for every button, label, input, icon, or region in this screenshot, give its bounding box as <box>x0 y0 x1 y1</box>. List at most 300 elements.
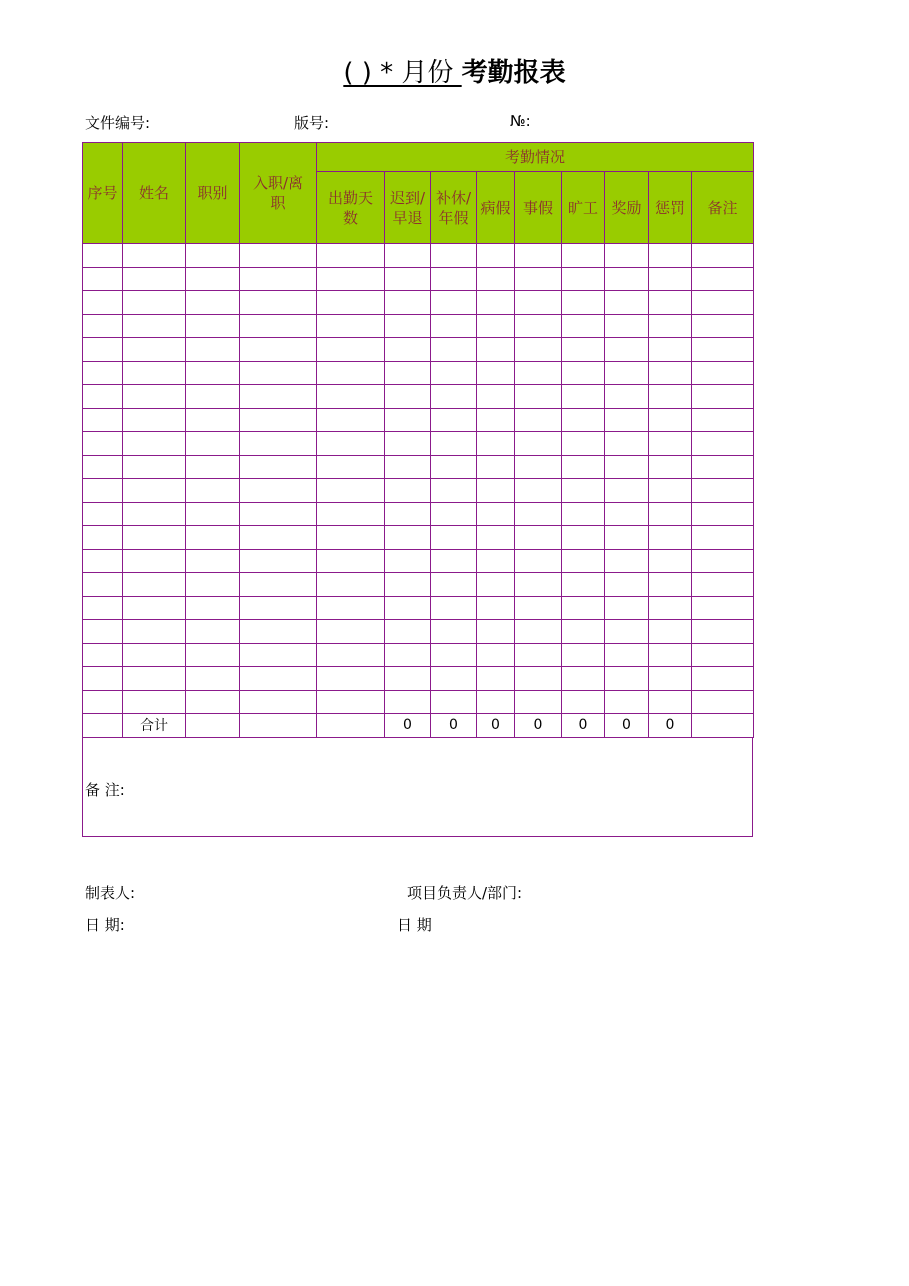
table-cell[interactable] <box>605 385 649 409</box>
table-cell[interactable] <box>477 314 515 338</box>
table-cell[interactable] <box>123 291 186 315</box>
table-cell[interactable] <box>649 573 692 597</box>
table-cell[interactable] <box>431 667 477 691</box>
table-cell[interactable] <box>186 244 240 268</box>
table-cell[interactable] <box>477 479 515 503</box>
table-cell[interactable] <box>515 690 562 714</box>
table-cell[interactable] <box>123 385 186 409</box>
table-cell[interactable] <box>649 455 692 479</box>
table-cell[interactable] <box>186 291 240 315</box>
table-cell[interactable] <box>123 667 186 691</box>
table-cell[interactable] <box>186 267 240 291</box>
table-cell[interactable] <box>240 526 317 550</box>
table-cell[interactable] <box>186 455 240 479</box>
table-cell[interactable] <box>605 502 649 526</box>
table-cell[interactable] <box>431 361 477 385</box>
table-cell[interactable] <box>431 432 477 456</box>
table-cell[interactable] <box>477 408 515 432</box>
table-cell[interactable] <box>186 667 240 691</box>
table-cell[interactable] <box>477 455 515 479</box>
table-cell[interactable] <box>562 338 605 362</box>
table-cell[interactable] <box>317 479 385 503</box>
total-row <box>83 714 754 738</box>
table-cell[interactable] <box>562 526 605 550</box>
table-cell[interactable] <box>123 267 186 291</box>
table-cell[interactable] <box>692 291 754 315</box>
table-cell[interactable] <box>562 549 605 573</box>
table-cell[interactable] <box>317 573 385 597</box>
table-cell[interactable] <box>186 432 240 456</box>
table-row <box>83 643 754 667</box>
table-cell[interactable] <box>605 244 649 268</box>
table-cell[interactable] <box>240 690 317 714</box>
table-cell[interactable] <box>649 549 692 573</box>
table-cell[interactable] <box>515 244 562 268</box>
table-cell[interactable] <box>83 408 123 432</box>
table-cell[interactable] <box>649 502 692 526</box>
table-cell[interactable] <box>385 643 431 667</box>
table-cell[interactable] <box>649 526 692 550</box>
table-cell[interactable] <box>186 573 240 597</box>
table-cell[interactable] <box>385 573 431 597</box>
table-cell[interactable] <box>649 643 692 667</box>
table-cell[interactable] <box>385 385 431 409</box>
table-cell[interactable] <box>431 385 477 409</box>
table-cell[interactable] <box>562 643 605 667</box>
table-cell[interactable] <box>83 643 123 667</box>
table-cell[interactable] <box>562 573 605 597</box>
header-late-early: 迟到/早退 <box>385 172 431 244</box>
table-cell[interactable] <box>515 549 562 573</box>
table-cell[interactable] <box>692 643 754 667</box>
table-cell[interactable] <box>692 455 754 479</box>
table-cell[interactable] <box>317 526 385 550</box>
table-cell[interactable] <box>385 338 431 362</box>
table-cell[interactable] <box>240 361 317 385</box>
table-cell[interactable] <box>605 291 649 315</box>
total-cell[interactable] <box>83 714 123 738</box>
table-cell[interactable] <box>240 643 317 667</box>
table-cell[interactable] <box>562 432 605 456</box>
table-row <box>83 502 754 526</box>
table-cell[interactable] <box>515 667 562 691</box>
table-cell[interactable] <box>431 267 477 291</box>
table-cell[interactable] <box>186 338 240 362</box>
table-cell[interactable] <box>515 385 562 409</box>
table-cell[interactable] <box>123 479 186 503</box>
table-cell[interactable] <box>562 455 605 479</box>
table-cell[interactable] <box>649 244 692 268</box>
table-cell[interactable] <box>431 620 477 644</box>
table-cell[interactable] <box>605 479 649 503</box>
table-cell[interactable] <box>385 479 431 503</box>
table-cell[interactable] <box>83 573 123 597</box>
table-cell[interactable] <box>123 314 186 338</box>
table-row <box>83 667 754 691</box>
table-cell[interactable] <box>515 502 562 526</box>
table-cell[interactable] <box>477 291 515 315</box>
table-cell[interactable] <box>123 573 186 597</box>
table-cell[interactable] <box>649 667 692 691</box>
table-cell[interactable] <box>186 502 240 526</box>
table-cell[interactable] <box>605 620 649 644</box>
table-cell[interactable] <box>317 643 385 667</box>
table-cell[interactable] <box>605 408 649 432</box>
table-cell[interactable] <box>240 549 317 573</box>
header-absent: 旷工 <box>562 172 605 244</box>
table-cell[interactable] <box>431 314 477 338</box>
table-cell[interactable] <box>515 338 562 362</box>
table-cell[interactable] <box>240 385 317 409</box>
table-cell[interactable] <box>605 573 649 597</box>
table-cell[interactable] <box>240 620 317 644</box>
table-cell[interactable] <box>692 479 754 503</box>
table-cell[interactable] <box>605 314 649 338</box>
table-cell[interactable] <box>123 549 186 573</box>
table-cell[interactable] <box>385 502 431 526</box>
table-cell[interactable] <box>515 291 562 315</box>
table-cell[interactable] <box>123 408 186 432</box>
table-cell[interactable] <box>385 596 431 620</box>
header-name: 姓名 <box>123 143 186 244</box>
table-cell[interactable] <box>240 596 317 620</box>
table-cell[interactable] <box>431 291 477 315</box>
table-cell[interactable] <box>317 385 385 409</box>
table-cell[interactable] <box>240 479 317 503</box>
notes-box[interactable] <box>82 737 753 837</box>
total-cell[interactable] <box>317 714 385 738</box>
table-row <box>83 267 754 291</box>
table-cell[interactable] <box>317 432 385 456</box>
table-cell[interactable] <box>186 361 240 385</box>
table-cell[interactable] <box>515 361 562 385</box>
table-cell[interactable] <box>477 620 515 644</box>
date-label-right: 日 期 <box>397 916 432 934</box>
table-cell[interactable] <box>123 244 186 268</box>
table-cell[interactable] <box>385 267 431 291</box>
table-cell[interactable] <box>515 620 562 644</box>
table-cell[interactable] <box>123 502 186 526</box>
file-number-label: 文件编号: <box>85 114 151 132</box>
table-cell[interactable] <box>317 408 385 432</box>
total-cell[interactable] <box>692 714 754 738</box>
table-cell[interactable] <box>515 573 562 597</box>
table-cell[interactable] <box>385 455 431 479</box>
table-cell[interactable] <box>692 502 754 526</box>
table-cell[interactable] <box>477 549 515 573</box>
table-cell[interactable] <box>240 408 317 432</box>
table-cell[interactable] <box>385 432 431 456</box>
header-seq: 序号 <box>83 143 123 244</box>
table-cell[interactable] <box>186 549 240 573</box>
table-cell[interactable] <box>123 596 186 620</box>
table-row <box>83 385 754 409</box>
table-cell[interactable] <box>477 338 515 362</box>
table-cell[interactable] <box>515 432 562 456</box>
table-cell[interactable] <box>83 338 123 362</box>
table-row <box>83 361 754 385</box>
table-cell[interactable] <box>317 338 385 362</box>
table-cell[interactable] <box>385 291 431 315</box>
table-cell[interactable] <box>431 502 477 526</box>
table-cell[interactable] <box>649 314 692 338</box>
table-cell[interactable] <box>649 291 692 315</box>
table-cell[interactable] <box>605 455 649 479</box>
table-cell[interactable] <box>123 690 186 714</box>
table-cell[interactable] <box>562 479 605 503</box>
table-cell[interactable] <box>692 596 754 620</box>
table-cell[interactable] <box>515 455 562 479</box>
table-cell[interactable] <box>83 596 123 620</box>
table-cell[interactable] <box>692 408 754 432</box>
table-cell[interactable] <box>385 526 431 550</box>
table-cell[interactable] <box>186 690 240 714</box>
table-row <box>83 408 754 432</box>
table-cell[interactable] <box>317 361 385 385</box>
table-row <box>83 455 754 479</box>
table-cell[interactable] <box>649 385 692 409</box>
table-cell[interactable] <box>431 643 477 667</box>
table-row <box>83 314 754 338</box>
table-cell[interactable] <box>649 338 692 362</box>
table-cell[interactable] <box>385 408 431 432</box>
table-cell[interactable] <box>240 267 317 291</box>
table-cell[interactable] <box>477 690 515 714</box>
table-cell[interactable] <box>692 267 754 291</box>
table-cell[interactable] <box>240 291 317 315</box>
number-label: №: <box>510 112 531 130</box>
table-cell[interactable] <box>240 573 317 597</box>
table-cell[interactable] <box>317 244 385 268</box>
header-remarks: 备注 <box>692 172 754 244</box>
table-cell[interactable] <box>317 502 385 526</box>
table-cell[interactable] <box>385 690 431 714</box>
table-cell[interactable] <box>562 690 605 714</box>
table-cell[interactable] <box>83 361 123 385</box>
table-cell[interactable] <box>186 385 240 409</box>
table-cell[interactable] <box>515 643 562 667</box>
table-cell[interactable] <box>649 479 692 503</box>
header-personal-leave: 事假 <box>515 172 562 244</box>
table-cell[interactable] <box>123 620 186 644</box>
table-cell[interactable] <box>515 408 562 432</box>
table-cell[interactable] <box>649 361 692 385</box>
table-cell[interactable] <box>605 643 649 667</box>
table-cell[interactable] <box>562 667 605 691</box>
table-cell[interactable] <box>692 244 754 268</box>
table-cell[interactable] <box>649 432 692 456</box>
table-cell[interactable] <box>692 361 754 385</box>
table-cell[interactable] <box>317 314 385 338</box>
table-cell[interactable] <box>240 502 317 526</box>
table-cell[interactable] <box>431 573 477 597</box>
table-cell[interactable] <box>123 432 186 456</box>
table-cell[interactable] <box>240 244 317 268</box>
table-cell[interactable] <box>186 314 240 338</box>
table-cell[interactable] <box>186 596 240 620</box>
table-cell[interactable] <box>562 385 605 409</box>
table-cell[interactable] <box>515 314 562 338</box>
table-cell[interactable] <box>605 432 649 456</box>
table-cell[interactable] <box>317 667 385 691</box>
table-cell[interactable] <box>123 643 186 667</box>
table-cell[interactable] <box>477 267 515 291</box>
table-cell[interactable] <box>562 408 605 432</box>
table-cell[interactable] <box>605 338 649 362</box>
date-label-left: 日 期: <box>85 916 125 934</box>
table-cell[interactable] <box>692 385 754 409</box>
table-cell[interactable] <box>385 314 431 338</box>
table-cell[interactable] <box>692 549 754 573</box>
table-cell[interactable] <box>692 314 754 338</box>
table-cell[interactable] <box>385 667 431 691</box>
total-cell[interactable] <box>186 714 240 738</box>
table-cell[interactable] <box>431 408 477 432</box>
table-cell[interactable] <box>83 291 123 315</box>
table-cell[interactable] <box>477 432 515 456</box>
table-cell[interactable] <box>477 667 515 691</box>
title-month-blank: ( ) * 月份 <box>343 58 462 88</box>
table-cell[interactable] <box>385 620 431 644</box>
table-cell[interactable] <box>562 314 605 338</box>
table-cell[interactable] <box>83 314 123 338</box>
header-attendance-days: 出勤天数 <box>317 172 385 244</box>
table-row <box>83 479 754 503</box>
table-cell[interactable] <box>123 361 186 385</box>
table-cell[interactable] <box>692 338 754 362</box>
total-reward: 0 <box>605 714 649 738</box>
table-row <box>83 690 754 714</box>
table-cell[interactable] <box>83 526 123 550</box>
table-cell[interactable] <box>83 690 123 714</box>
table-cell[interactable] <box>562 596 605 620</box>
table-cell[interactable] <box>83 549 123 573</box>
table-cell[interactable] <box>317 455 385 479</box>
table-cell[interactable] <box>317 291 385 315</box>
table-cell[interactable] <box>477 643 515 667</box>
table-cell[interactable] <box>83 244 123 268</box>
table-cell[interactable] <box>605 526 649 550</box>
table-cell[interactable] <box>562 267 605 291</box>
table-cell[interactable] <box>562 244 605 268</box>
table-cell[interactable] <box>477 502 515 526</box>
table-cell[interactable] <box>186 643 240 667</box>
table-cell[interactable] <box>477 385 515 409</box>
header-reward: 奖励 <box>605 172 649 244</box>
total-penalty: 0 <box>649 714 692 738</box>
table-row <box>83 432 754 456</box>
table-cell[interactable] <box>240 314 317 338</box>
table-cell[interactable] <box>240 455 317 479</box>
table-cell[interactable] <box>692 667 754 691</box>
table-row <box>83 526 754 550</box>
table-cell[interactable] <box>317 549 385 573</box>
table-cell[interactable] <box>431 549 477 573</box>
table-cell[interactable] <box>562 620 605 644</box>
table-cell[interactable] <box>186 408 240 432</box>
table-cell[interactable] <box>83 667 123 691</box>
table-cell[interactable] <box>240 667 317 691</box>
total-sick: 0 <box>477 714 515 738</box>
total-comp-annual: 0 <box>431 714 477 738</box>
table-cell[interactable] <box>692 690 754 714</box>
table-cell[interactable] <box>477 573 515 597</box>
table-cell[interactable] <box>123 526 186 550</box>
table-cell[interactable] <box>692 526 754 550</box>
table-cell[interactable] <box>317 690 385 714</box>
table-cell[interactable] <box>186 526 240 550</box>
table-cell[interactable] <box>431 244 477 268</box>
total-cell[interactable] <box>240 714 317 738</box>
table-cell[interactable] <box>605 690 649 714</box>
table-cell[interactable] <box>562 291 605 315</box>
table-cell[interactable] <box>240 338 317 362</box>
table-cell[interactable] <box>83 479 123 503</box>
table-cell[interactable] <box>83 385 123 409</box>
table-cell[interactable] <box>605 596 649 620</box>
table-cell[interactable] <box>317 620 385 644</box>
table-cell[interactable] <box>649 690 692 714</box>
table-cell[interactable] <box>515 526 562 550</box>
table-cell[interactable] <box>605 361 649 385</box>
table-cell[interactable] <box>431 338 477 362</box>
table-cell[interactable] <box>317 596 385 620</box>
table-cell[interactable] <box>649 596 692 620</box>
table-cell[interactable] <box>83 267 123 291</box>
table-cell[interactable] <box>431 479 477 503</box>
table-cell[interactable] <box>83 502 123 526</box>
table-cell[interactable] <box>431 526 477 550</box>
table-cell[interactable] <box>83 432 123 456</box>
table-cell[interactable] <box>83 455 123 479</box>
table-cell[interactable] <box>385 244 431 268</box>
table-cell[interactable] <box>515 267 562 291</box>
table-cell[interactable] <box>605 267 649 291</box>
table-cell[interactable] <box>385 549 431 573</box>
table-cell[interactable] <box>83 620 123 644</box>
table-cell[interactable] <box>515 596 562 620</box>
table-cell[interactable] <box>649 267 692 291</box>
table-cell[interactable] <box>562 361 605 385</box>
table-cell[interactable] <box>186 620 240 644</box>
table-cell[interactable] <box>649 620 692 644</box>
attendance-table <box>82 142 754 738</box>
table-cell[interactable] <box>692 620 754 644</box>
table-cell[interactable] <box>385 361 431 385</box>
total-absent: 0 <box>562 714 605 738</box>
table-cell[interactable] <box>477 526 515 550</box>
table-cell[interactable] <box>692 432 754 456</box>
table-cell[interactable] <box>123 338 186 362</box>
table-cell[interactable] <box>477 244 515 268</box>
table-cell[interactable] <box>431 596 477 620</box>
table-cell[interactable] <box>186 479 240 503</box>
table-cell[interactable] <box>605 667 649 691</box>
table-cell[interactable] <box>562 502 605 526</box>
table-cell[interactable] <box>477 596 515 620</box>
table-cell[interactable] <box>317 267 385 291</box>
manager-label: 项目负责人/部门: <box>407 884 523 902</box>
table-cell[interactable] <box>240 432 317 456</box>
table-cell[interactable] <box>605 549 649 573</box>
table-cell[interactable] <box>431 690 477 714</box>
table-cell[interactable] <box>692 573 754 597</box>
table-cell[interactable] <box>123 455 186 479</box>
table-cell[interactable] <box>515 479 562 503</box>
table-cell[interactable] <box>431 455 477 479</box>
table-cell[interactable] <box>649 408 692 432</box>
table-cell[interactable] <box>477 361 515 385</box>
